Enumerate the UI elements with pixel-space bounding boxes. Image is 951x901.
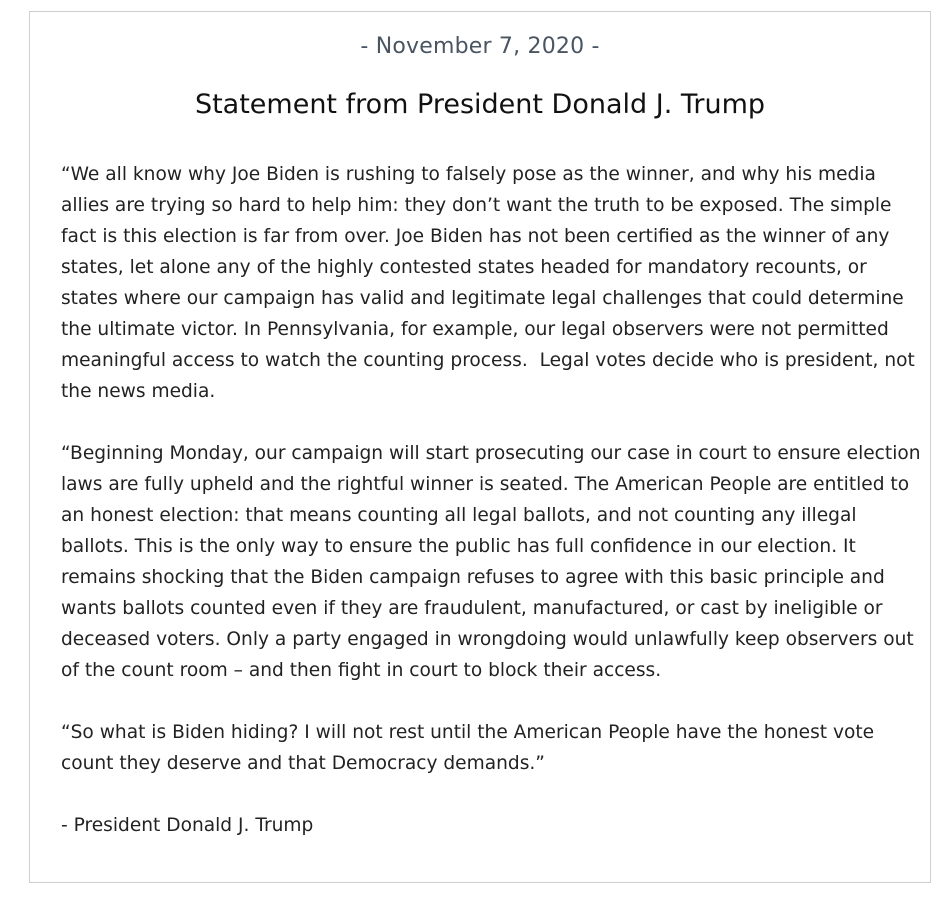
statement-card [29,11,931,883]
paragraph-2: “Beginning Monday, our campaign will start prosecuting our case in court to ensure election laws are fully upheld and the rightful winner is seated. The American People are entitled to an honest election: that means counting all legal ballots, and not counting any illegal ballots. This is the only way to ensure the public has full confidence in our election. It remains shocking that the Biden campaign refuses to agree with this basic principle and wants ballots counted even if they are fraudulent, manufactured, or cast by ineligible or deceased voters. Only a party engaged in wrongdoing would unlawfully keep observers out of the count room – and then fight in court to block their access. [61,443,927,681]
statement-date: - November 7, 2020 - [360,34,600,59]
statement-body [61,159,927,841]
paragraph-1: “We all know why Joe Biden is rushing to falsely pose as the winner, and why his media allies are trying so hard to help him: they don’t want the truth to be exposed. The simple fact is this election is far from over. Joe Biden has not been certified as the winner of any states, let alone any of the highly contested states headed for mandatory recounts, or states where our campaign has valid and legitimate legal challenges that could determine the ultimate victor. In Pennsylvania, for example, our legal observers were not permitted meaningful access to watch the counting process. Legal votes decide who is president, not the news media. [61,164,921,402]
statement-title: Statement from President Donald J. Trump [194,89,766,120]
paragraph-3: “So what is Biden hiding? I will not rest until the American People have the honest vote count they deserve and that Democracy demands.” [61,722,881,774]
signature: - President Donald J. Trump [61,815,314,836]
